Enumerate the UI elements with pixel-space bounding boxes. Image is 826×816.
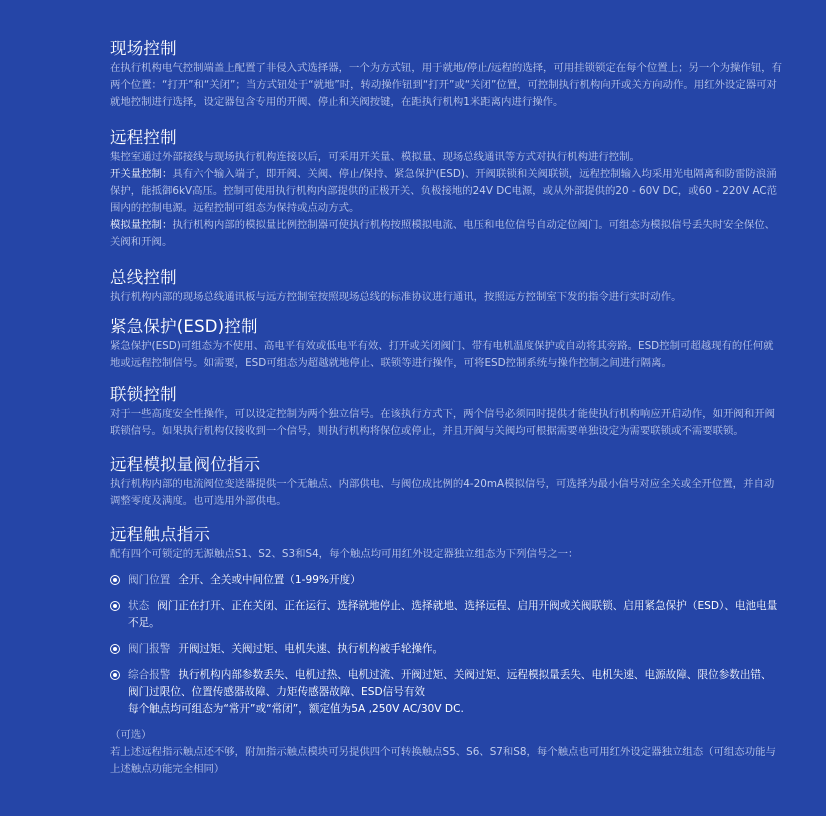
section-bus-control [110,267,782,306]
paragraph-interlock-control: 对于一些高度安全性操作，可以设定控制为两个独立信号。在该执行方式下，两个信号必须同时提供才能使执行机构响应开启动作，如开阀和开阀联锁信号。如果执行机构仅接收到一个信号，则执行机构将保位或停止，并且开阀与关阀均可根据需要单独设定为需要联锁或不需要联锁。 [110,408,775,437]
paragraph-analog-position: 执行机构内部的电流阀位变送器提供一个无触点、内部供电、与阀位成比例的4-20mA模拟信号，可选择为最小信号对应全关或全开位置，并自动调整零度及满度。也可选用外部供电。 [110,478,775,507]
optional-body: 若上述远程指示触点还不够，附加指示触点模块可另提供四个可转换触点S5、S6、S7和S8，每个触点也可用红外设定器独立组态（可组态功能与上述触点功能完全相同） [110,746,776,775]
text-switch-control: 具有六个输入端子，即开阀、关阀、停止/保持、紧急保护(ESD)、开阀联锁和关阀联锁，远程控制输入均采用光电隔离和防雷防浪涌保护，能抵御6kV高压。控制可使用执行机构内部提供的正极开关、负极接地的24V DC电源，或从外部提供的20 - 60V DC，或60 - 220V AC范围内的控制电源。远程控制可组态为保持或点动方式。 [110,168,778,214]
heading-local-control: 现场控制 [110,39,177,58]
heading-remote-control: 远程控制 [110,128,177,147]
optional-label: （可选） [110,729,152,741]
heading-interlock-control: 联锁控制 [110,385,177,404]
section-analog-position [110,454,782,510]
heading-esd-control: 紧急保护(ESD)控制 [110,317,258,336]
list-item [110,598,782,632]
radio-bullet-icon [110,575,120,585]
document-content [110,38,782,786]
item-label: 综合报警 [128,669,171,681]
paragraph-bus-control: 执行机构内部的现场总线通讯板与远方控制室按照现场总线的标准协议进行通讯，按照远方控制室下发的指令进行实时动作。 [110,291,682,303]
paragraph-remote-intro: 集控室通过外部接线与现场执行机构连接以后，可采用开关量、模拟量、现场总线通讯等方式对执行机构进行控制。 [110,151,640,163]
list-item [110,641,782,658]
radio-bullet-icon [110,601,120,611]
heading-bus-control: 总线控制 [110,268,177,287]
item-text: 全开、全关或中间位置（1-99%开度） [178,574,361,586]
heading-analog-position: 远程模拟量阀位指示 [110,455,261,474]
section-esd-control [110,316,782,372]
item-label: 状态 [128,600,150,612]
list-item [110,572,782,589]
section-contact-indication [110,524,782,778]
item-text: 阀门正在打开、正在关闭、正在运行、选择就地停止、选择就地、选择远程、启用开阀或关阀联锁、启用紧急保护（ESD）、电池电量不足。 [128,600,778,629]
item-extra-text: 每个触点均可组态为“常开”或“常闭”，额定值为5A ,250V AC/30V DC. [128,703,464,715]
item-label: 阀门报警 [128,643,171,655]
item-text: 执行机构内部参数丢失、电机过热、电机过流、开阀过矩、关阀过矩、远程模拟量丢失、电机失速、电源故障、限位参数出错、阀门过限位、位置传感器故障、力矩传感器故障、ESD信号有效 [128,669,772,698]
section-interlock-control [110,384,782,440]
radio-bullet-icon [110,644,120,654]
paragraph-analog-control [110,217,782,251]
paragraph-switch-control [110,166,782,217]
heading-contact-indication: 远程触点指示 [110,525,211,544]
list-item [110,667,782,718]
item-label: 阀门位置 [128,574,171,586]
label-switch-control: 开关量控制： [110,168,173,180]
contact-signal-list [110,572,782,718]
radio-bullet-icon [110,670,120,680]
item-text: 开阀过矩、关阀过矩、电机失速、执行机构被手轮操作。 [178,643,444,655]
paragraph-esd-control: 紧急保护(ESD)可组态为不使用、高电平有效或低电平有效、打开或关闭阀门、带有电机温度保护或自动将其旁路。ESD控制可超越现有的任何就地或远程控制信号。如需要，ESD可组态为超越就地停止、联锁等进行操作，可将ESD控制系统与操作控制之间进行隔离。 [110,340,774,369]
section-local-control [110,38,782,111]
text-analog-control: 执行机构内部的模拟量比例控制器可使执行机构按照模拟电流、电压和电位信号自动定位阀门。可组态为模拟信号丢失时安全保位、关阀和开阀。 [110,219,775,248]
paragraph-local-control: 在执行机构电气控制端盖上配置了非侵入式选择器，一个为方式钮，用于就地/停止/远程的选择，可用挂锁锁定在每个位置上；另一个为操作钮，有两个位置：“打开”和“关闭”；当方式钮处于“就地”时，转动操作钮到“打开”或“关闭”位置，可控制执行机构向开或关方向动作。用红外设定器可对就地控制进行选择，设定器包含专用的开阀、停止和关阀按键，在距执行机构1米距离内进行操作。 [110,62,782,108]
section-remote-control [110,127,782,251]
label-analog-control: 模拟量控制： [110,219,173,231]
paragraph-contact-intro: 配有四个可锁定的无源触点S1、S2、S3和S4，每个触点均可用红外设定器独立组态为下列信号之一： [110,548,579,560]
